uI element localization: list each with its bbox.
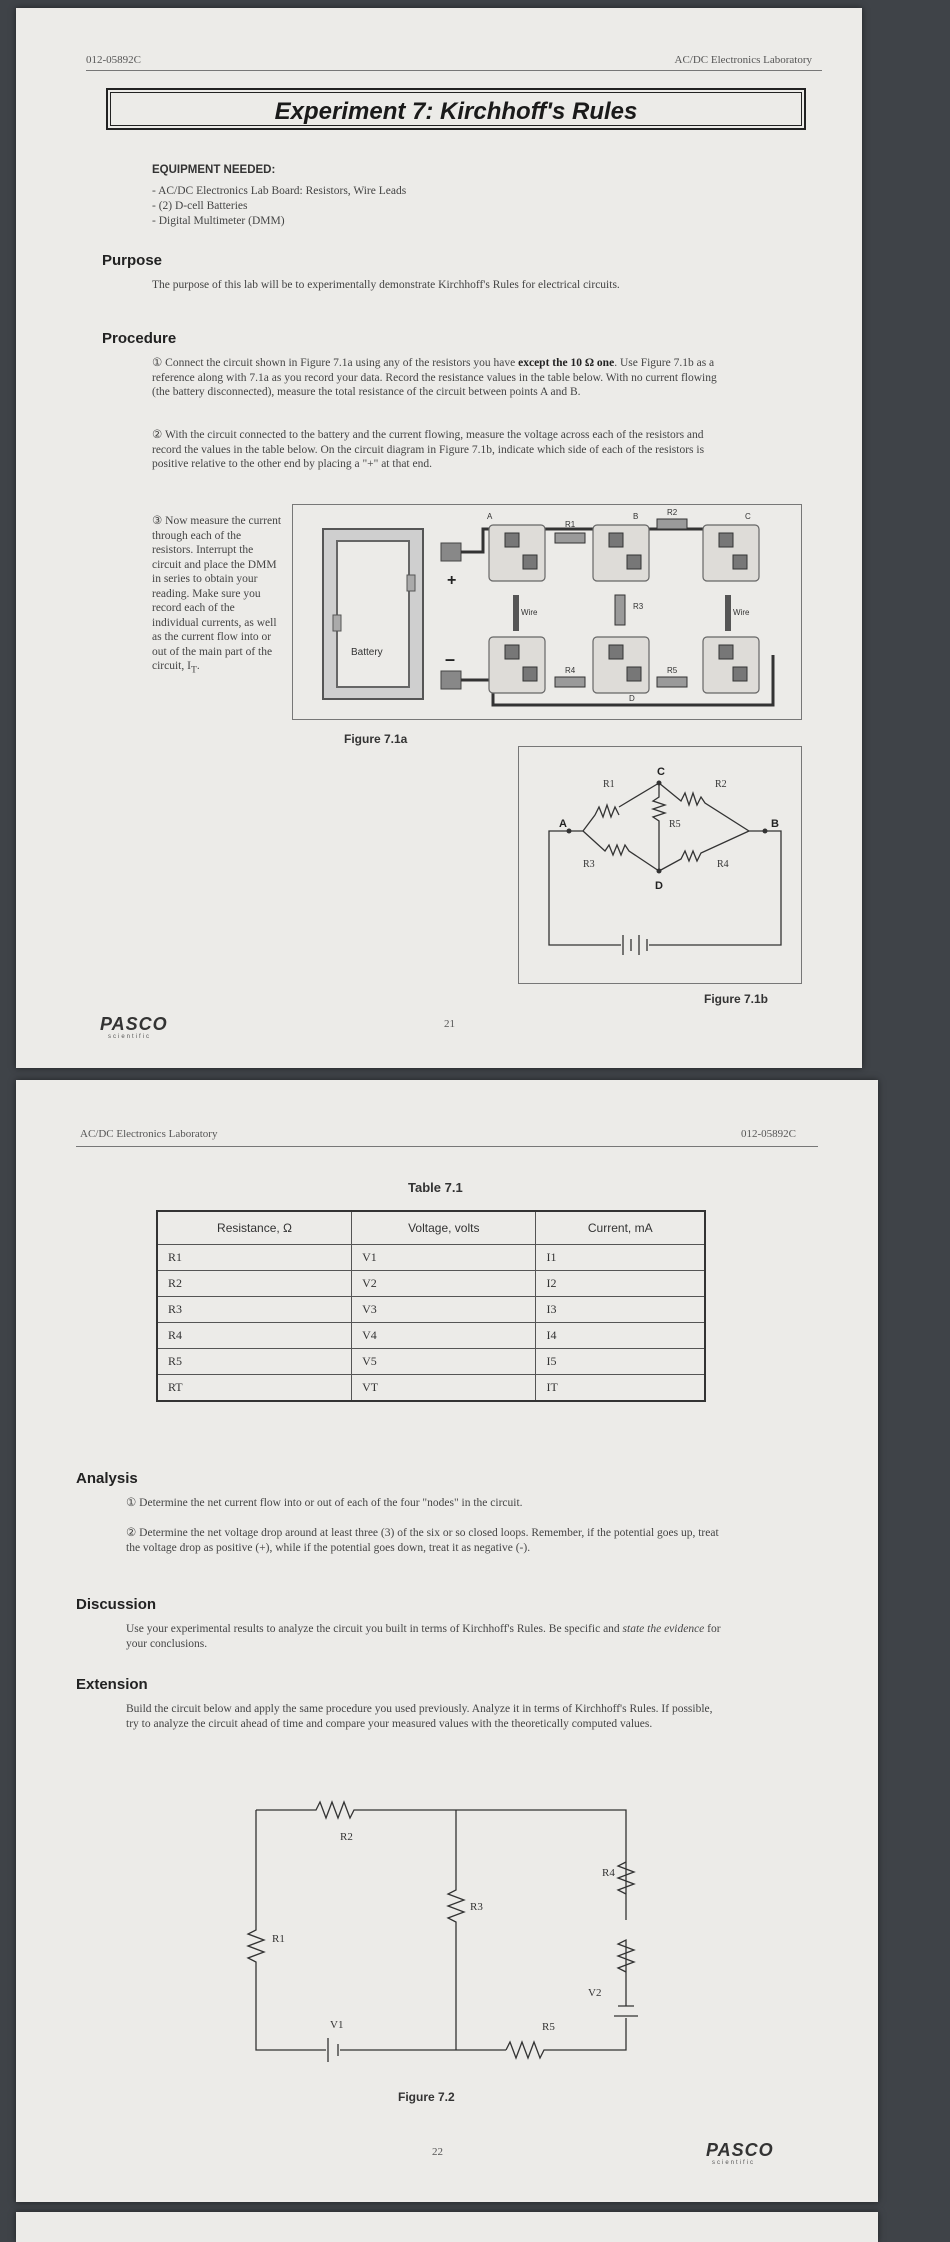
title-box [106,88,806,130]
table-title: Table 7.1 [408,1180,463,1195]
table-cell: V1 [352,1245,536,1271]
figure-7-1a-frame [292,504,802,720]
lab-board-diagram [293,505,801,719]
resistor-r3-symbol [448,1810,464,2050]
figure-7-2-caption: Figure 7.2 [398,2090,455,2104]
spring-clip [609,645,623,659]
table-cell: R4 [157,1323,352,1349]
page-22 [16,1080,878,2202]
resistor-r4 [555,677,585,687]
spring-terminal [441,671,461,689]
page-title: Experiment 7: Kirchhoff's Rules [274,98,638,125]
header-left: 012-05892C [86,54,141,66]
v2-label: V2 [588,1987,602,1999]
table-cell: VT [352,1375,536,1402]
resistor-r1 [555,533,585,543]
table-cell: RT [157,1375,352,1402]
node-b-label: B [771,818,779,830]
r2-label: R2 [340,1831,353,1843]
column-header: Current, mA [536,1211,705,1245]
node-c-label: C [745,512,751,521]
page-21 [16,8,862,1068]
analysis-item-2: ② Determine the net voltage drop around at least three (3) of the six or so closed loops. Remember, if the potential goes up, treat the voltage drop as positive (+), while if the potential goes down, treat it as negative (-). [126,1527,719,1554]
table-cell: I4 [536,1323,705,1349]
table-cell: V5 [352,1349,536,1375]
node-b-label: B [633,512,639,521]
table-row [157,1323,705,1349]
resistor-r5-symbol [506,2018,626,2058]
column-header: Resistance, Ω [157,1211,352,1245]
battery-label: Battery [351,647,383,658]
r1-label: R1 [603,779,615,790]
spring-clip [609,533,623,547]
battery-v1-symbol [328,2038,338,2062]
figure-7-1b-frame [518,746,802,984]
node-dot [657,869,662,874]
next-page-edge [16,2212,878,2242]
header-right: 012-05892C [741,1128,796,1140]
battery-clip [407,575,415,591]
resistor-r1-symbol [248,1810,326,2050]
spring-clip [627,667,641,681]
table-cell: R3 [157,1297,352,1323]
wire-left-label: Wire [521,608,538,617]
table-header-row [157,1211,705,1245]
purpose-heading: Purpose [102,252,163,269]
table-row [157,1297,705,1323]
spring-clip [719,533,733,547]
wire-lead [513,595,519,631]
page-number: 22 [432,2146,443,2158]
r5-label: R5 [667,666,678,675]
equipment-item: - Digital Multimeter (DMM) [152,215,285,227]
battery-clip [333,615,341,631]
purpose-text: The purpose of this lab will be to experimentally demonstrate Kirchhoff's Rules for electrical circuits. [152,279,620,291]
minus-sign: – [445,649,456,669]
r4-label: R4 [602,1867,615,1879]
page-number: 21 [444,1018,455,1030]
r2-label: R2 [715,779,727,790]
equipment-heading: EQUIPMENT NEEDED: [152,164,276,176]
table-cell: IT [536,1375,705,1402]
node-a-label: A [559,818,567,830]
r4-label: R4 [565,666,576,675]
node-dot [763,829,768,834]
table-cell: V3 [352,1297,536,1323]
table-cell: V4 [352,1323,536,1349]
column-header: Voltage, volts [352,1211,536,1245]
plus-sign: + [447,572,457,589]
pasco-logo: PASCO [100,1014,168,1034]
node-d-label: D [655,880,663,892]
spring-clip [523,667,537,681]
node-a-label: A [487,512,493,521]
header-left: AC/DC Electronics Laboratory [80,1128,218,1140]
table-cell: I2 [536,1271,705,1297]
r1-label: R1 [565,520,576,529]
r3-label: R3 [470,1901,483,1913]
v1-label: V1 [330,2019,344,2031]
table-row [157,1245,705,1271]
r5-label: R5 [542,2021,555,2033]
table-cell: I5 [536,1349,705,1375]
pasco-logo-sub: scientific [712,2160,756,2166]
header-right: AC/DC Electronics Laboratory [674,54,812,66]
analysis-item-1: ① Determine the net current flow into or out of each of the four "nodes" in the circuit. [126,1497,523,1509]
spring-clip [733,667,747,681]
wire-lead [725,595,731,631]
table-cell: R5 [157,1349,352,1375]
header-rule [76,1146,818,1147]
battery-compartment [337,541,409,687]
r5-label: R5 [669,819,681,830]
pasco-logo-sub: scientific [108,1034,152,1040]
spring-clip [627,555,641,569]
table-row [157,1375,705,1402]
extension-heading: Extension [76,1676,148,1693]
resistor-r1-symbol [569,783,659,831]
equipment-item: - AC/DC Electronics Lab Board: Resistors, Wire Leads [152,185,407,197]
figure-7-2-circuit [216,1790,676,2090]
table-cell: I3 [536,1297,705,1323]
node-d-label: D [629,694,635,703]
results-table [156,1210,706,1402]
table-cell: I1 [536,1245,705,1271]
r3-label: R3 [633,602,644,611]
spring-clip [733,555,747,569]
spring-clip [719,645,733,659]
battery-symbol [623,935,647,955]
node-dot [657,781,662,786]
figure-7-1b-caption: Figure 7.1b [704,992,769,1006]
table-cell: V2 [352,1271,536,1297]
procedure-heading: Procedure [102,330,177,347]
table-row [157,1349,705,1375]
spring-clip [505,533,519,547]
spring-terminal [441,543,461,561]
equipment-item: - (2) D-cell Batteries [152,200,248,212]
resistor-r3 [615,595,625,625]
spring-clip [505,645,519,659]
table-row [157,1271,705,1297]
analysis-heading: Analysis [76,1470,138,1487]
procedure-step-1: ① Connect the circuit shown in Figure 7.1a using any of the resistors you have except the 10 Ω one. Use Figure 7.1b as a reference along with 7.1a as you record your data. Record the resistance values in the table below. With no current flowing (the battery disconnected), measure the total resistance of the circuit between points A and B. [152,357,717,398]
resistor-r5-symbol [659,831,749,871]
spring-clip [523,555,537,569]
r3-label: R3 [583,859,595,870]
procedure-step-2: ② With the circuit connected to the battery and the current flowing, measure the voltage across each of the resistors and record the values in the table below. On the circuit diagram in Figure 7.1b, indicate which side of each of the resistors is positive relative to the other end by placing a "+" at that end. [152,429,705,470]
r4-label: R4 [717,859,729,870]
resistor-r5 [657,677,687,687]
wire-right-label: Wire [733,608,750,617]
table-cell: R2 [157,1271,352,1297]
procedure-step-3: ③ Now measure the current through each of the resistors. Interrupt the circuit and place the DMM in series to obtain your reading. Make sure you record each of the individual currents, as well as the current flow into or out of the main part of the circuit, $I_T$. [152,515,282,676]
wire-right [649,831,781,945]
r2-label: R2 [667,508,678,517]
bridge-schematic [519,747,801,983]
resistor-r3-symbol [653,783,665,847]
resistor-r2-symbol [256,1802,456,1818]
figure-7-1a-caption: Figure 7.1a [344,732,408,746]
table-cell: R1 [157,1245,352,1271]
header-rule [86,70,822,71]
discussion-text: Use your experimental results to analyze the circuit you built in terms of Kirchhoff's Rules. Be specific and state the evidence for your conclusions. [126,1623,721,1650]
resistor-r2 [657,519,687,529]
node-dot [567,829,572,834]
pasco-logo: PASCO [706,2140,774,2160]
node-c-label: C [657,766,665,778]
r1-label: R1 [272,1933,285,1945]
extension-text: Build the circuit below and apply the same procedure you used previously. Analyze it in terms of Kirchhoff's Rules. If possible, try to analyze the circuit ahead of time and compare your measured values with the theoretically computed values. [126,1703,713,1730]
battery-v2-symbol [614,2006,638,2016]
discussion-heading: Discussion [76,1596,157,1613]
